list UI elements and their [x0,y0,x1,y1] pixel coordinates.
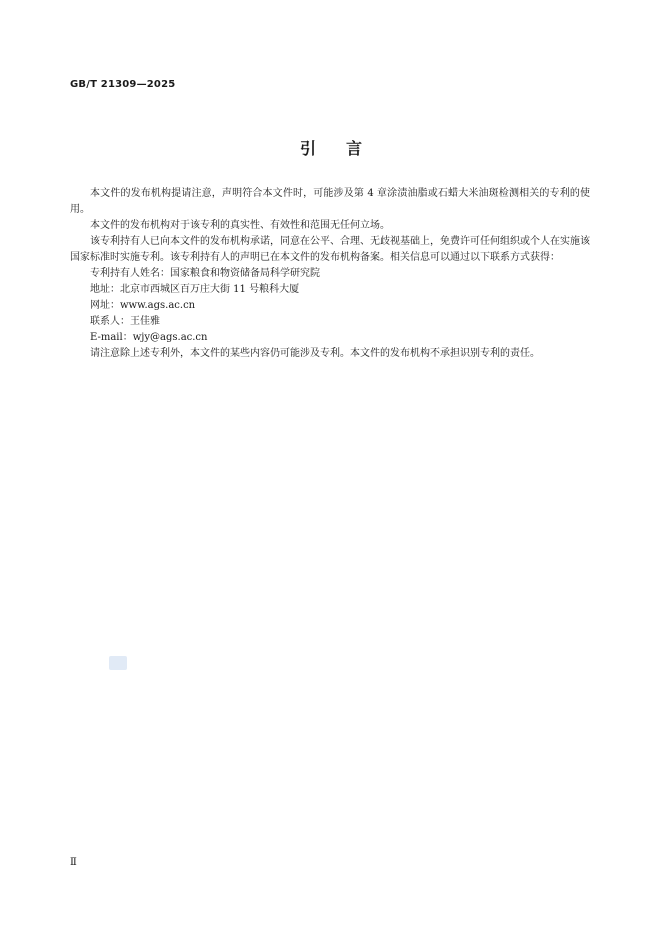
page-number: Ⅱ [70,857,77,868]
standard-code: GB/T 21309—2025 [70,79,176,90]
page-title: 引言 [299,139,392,158]
contact-email: E-mail：wjy@ags.ac.cn [90,332,208,343]
contact-person: 联系人：王佳雅 [90,316,160,327]
paragraph-closing: 请注意除上述专利外，本文件的某些内容仍可能涉及专利。本文件的发布机构不承担识别专利的责任。 [90,348,540,359]
paragraph-patent-notice: 本文件的发布机构提请注意，声明符合本文件时，可能涉及第 4 章涂渍油脂或石蜡大米油斑检测相关的专利的使用。 [70,188,590,215]
paragraph-holder-commitment: 该专利持有人已向本文件的发布机构承诺，同意在公平、合理、无歧视基础上，免费许可任何组织或个人在实施该国家标准时实施专利。该专利持有人的声明已在本文件的发布机构备案。相关信息可以通过以下联系方式获得： [70,236,590,263]
document-body [70,186,590,362]
contact-holder: 专利持有人姓名：国家粮食和物资储备局科学研究院 [90,268,320,279]
contact-address: 地址：北京市西城区百万庄大街 11 号粮科大厦 [90,284,300,295]
watermark-logo-icon [109,656,127,670]
paragraph-no-position: 本文件的发布机构对于该专利的真实性、有效性和范围无任何立场。 [90,220,390,231]
contact-website: 网址：www.ags.ac.cn [90,300,196,311]
